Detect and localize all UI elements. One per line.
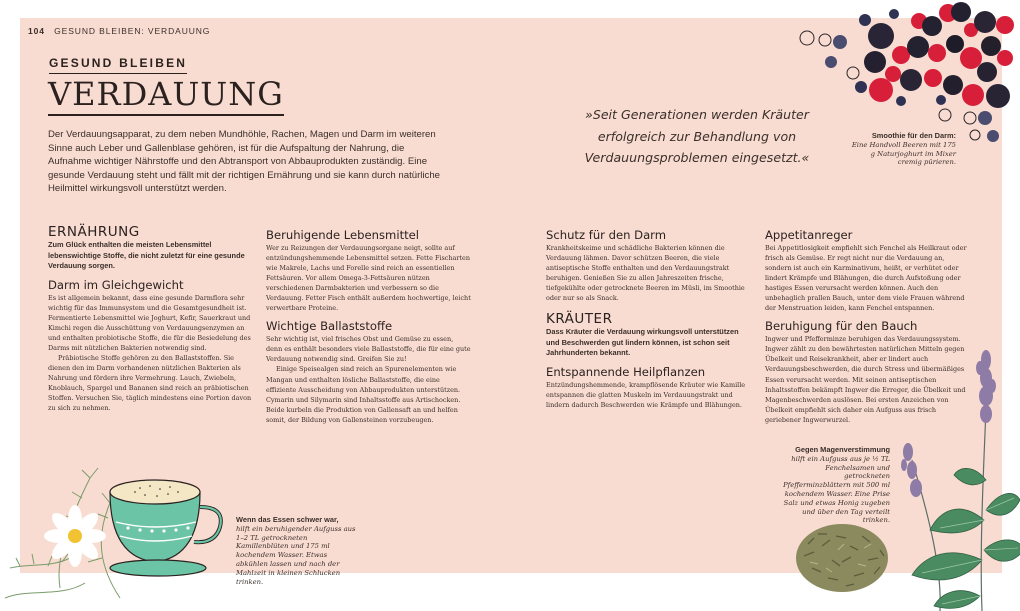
paragraph-entspannend: Entzündungshemmende, krampflösende Kräuter wie Kamille entspannen die glatten Muskeln im Verdauungstrakt und lindern dadurch Beschwerden wie Krämpfe und Blähungen. [546,380,746,409]
heading-bauch: Beruhigung für den Bauch [765,319,918,334]
tea-caption-text: hilft ein beruhigender Aufguss aus 1–2 TL getrockneten Kamillenblüten und 175 ml kochendem Wasser. Etwas abkühlen lassen und nach der Mahlzeit in kleinen Schlucken trinken. [236,524,356,586]
heading-kraeuter: KRÄUTER [546,311,613,328]
smoothie-caption-text: Eine Handvoll Beeren mit 175 g Naturjoghurt im Mixer cremig pürieren. [851,140,956,167]
intro-paragraph: Der Verdauungsapparat, zu dem neben Mundhöhle, Rachen, Magen und Darm im weiteren Sinne auch Leber und Gallenblase gehören, ist für die Aufspaltung der Nahrung, die Aufnahme wichtiger Nährstoffe und den Abtransport von Abbauprodukten zuständig. Eine gesunde Verdauung steht und fällt mit der richtigen Ernährung und sie kann durch natürliche Heilmittel wirkungsvoll unterstützt werden. [48,129,440,195]
tea-caption-title: Wenn das Essen schwer war, [236,515,339,524]
fennel-caption-text: hilft ein Aufguss aus je ½ TL Fenchelsamen und getrockneten Pfefferminzblättern mit 500 ml kochendem Wasser. Eine Prise Salz und etwas Honig zugeben und über den Tag verteilt trinken. [783,454,890,525]
teacup-illustration [100,462,230,582]
heading-entspannend: Entspannende Heilpflanzen [546,364,706,379]
paragraph-ballast-1: Sehr wichtig ist, viel frisches Obst und Gemüse zu essen, denn es enthält besonders viele Ballaststoffe, die für eine gute Verdauung notwendig sind. Greifen Sie zu! [266,335,471,364]
column-kraeuter [546,226,751,416]
heading-appetit: Appetitanreger [765,228,853,242]
paragraph-darm-1: Es ist allgemein bekannt, dass eine gesunde Darmflora sehr wichtig für das Immunsystem und die Gesamtgesundheit ist. Fermentierte Lebensmittel wie Joghurt, Kefir, Sauerkraut und Kimchi regen die Ausschüttung von Verdauungsenzymen an und enthalten probiotische Stoffe, die für die Besiedelung des Darms mit nützlichen Bakterien notwendig sind. [48,293,251,352]
tea-caption [236,516,356,586]
running-head-section: GESUND BLEIBEN: VERDAUUNG [54,26,211,36]
lead-kraeuter: Dass Kräuter die Verdauung wirkungsvoll unterstützen und Beschwerden gut lindern können, ist schon seit Jahrhunderten bekannt. [546,327,739,358]
kicker: GESUND BLEIBEN [49,56,187,74]
fennel-caption [778,446,890,525]
heading-schutz: Schutz für den Darm [546,228,667,242]
pull-quote: »Seit Generationen werden Kräuter erfolgreich zur Behandlung von Verdauungsproblemen eingesetzt.« [584,107,810,165]
heading-ballast: Wichtige Ballaststoffe [266,319,393,334]
page-title: VERDAUUNG [48,74,284,116]
paragraph-bauch: Ingwer und Pfefferminze beruhigen das Verdauungssystem. Ingwer zählt zu den bewährtesten natürlichen Mitteln gegen Übelkeit und Reisekrankheit, aber er lindert auch Verdauungsbeschwerden, die durch Stress und übermäßiges Essen verursacht werden. Mit seinen antiseptischen Inhaltsstoffen bekämpft Ingwer die Erreger, die Übelkeit und Magenbeschwerden auslösen. Bei ersten Anzeichen von Übelkeit empfiehlt sich daher ein Aufguss aus frisch geriebener Ingwerwurzel. [765,335,966,424]
smoothie-caption [846,132,956,167]
smoothie-caption-title: Smoothie für den Darm: [871,131,956,140]
running-head [28,26,210,36]
heading-beruhigend: Beruhigende Lebensmittel [266,228,420,242]
heading-ernaehrung: ERNÄHRUNG [48,224,140,240]
mint-lavender-illustration [890,340,1020,611]
paragraph-schutz: Krankheitskeime und schädliche Bakterien können die Verdauung lähmen. Davor schützen Beeren, die viele antiseptische Stoffe enthalten und den Verdauungstrakt beruhigen. Genießen Sie zu allen Jahreszeiten frische, tiefgekühlte oder getrocknete Beeren im Müsli, im Smoothie oder nur so als Snack. [546,244,745,303]
berries-illustration [795,0,1020,150]
heading-darm: Darm im Gleichgewicht [48,277,184,292]
fennel-caption-title: Gegen Magenverstimmung [795,445,890,454]
paragraph-appetit: Bei Appetitlosigkeit empfiehlt sich Fenchel als Heilkraut oder frisch als Gemüse. Er regt nicht nur die Verdauung an, sondern ist auch ein Karminativum, heißt, er verhütet oder lindert Krämpfe und Blähungen, die durch Aufstoßung oder hastiges Essen verursacht werden können. Auch den unbehaglich prallen Bauch, unter dem viele Frauen während der Menstruation leiden, kann Fenchel entspannen. [765,244,967,313]
column-lebensmittel [266,226,471,431]
lead-ernaehrung: Zum Glück enthalten die meisten Lebensmittel lebenswichtige Stoffe, die nicht zuletzt für eine gesunde Verdauung sorgen. [48,240,245,270]
fennel-seeds-illustration [792,516,892,594]
paragraph-beruhigend: Wer zu Reizungen der Verdauungsorgane neigt, sollte auf entzündungshemmende Lebensmittel setzen. Fette Fischarten wie Makrele, Lachs und Forelle sind reich an essentiellen Fettsäuren. Vor allem Omega-3-Fettsäuren nützen verschiedenen Darmbakterien und verbessern so die Verdauung. Fetter Fisch enthält außerdem hochwertige, leicht verwertbare Proteine. [266,244,471,313]
column-ernaehrung [48,224,253,419]
paragraph-ballast-2: Einige Speisealgen sind reich an Spurenelementen wie Mangan und enthalten lösliche Ballaststoffe, die eine effiziente Ausscheidung von Abbauprodukten unterstützen. Cymarin und Silymarin sind Inhaltsstoffe aus Artischocken. Beide kurbeln die Produktion von Gallensaft an und helfen somit, der Bildung von Gallensteinen vorzubeugen. [266,365,461,424]
page-number: 104 [28,26,45,36]
paragraph-darm-2: Präbiotische Stoffe gehören zu den Ballaststoffen. Sie dienen den im Darm vorhandenen nützlichen Bakterien als Nahrung und fördern ihre Vermehrung. Lauch, Zwiebeln, Knoblauch, Spargel und Bananen sind reich an präbiotischen Stoffen. Versuchen Sie, täglich mindestens eine Portion davon zu sich zu nehmen. [48,353,252,413]
